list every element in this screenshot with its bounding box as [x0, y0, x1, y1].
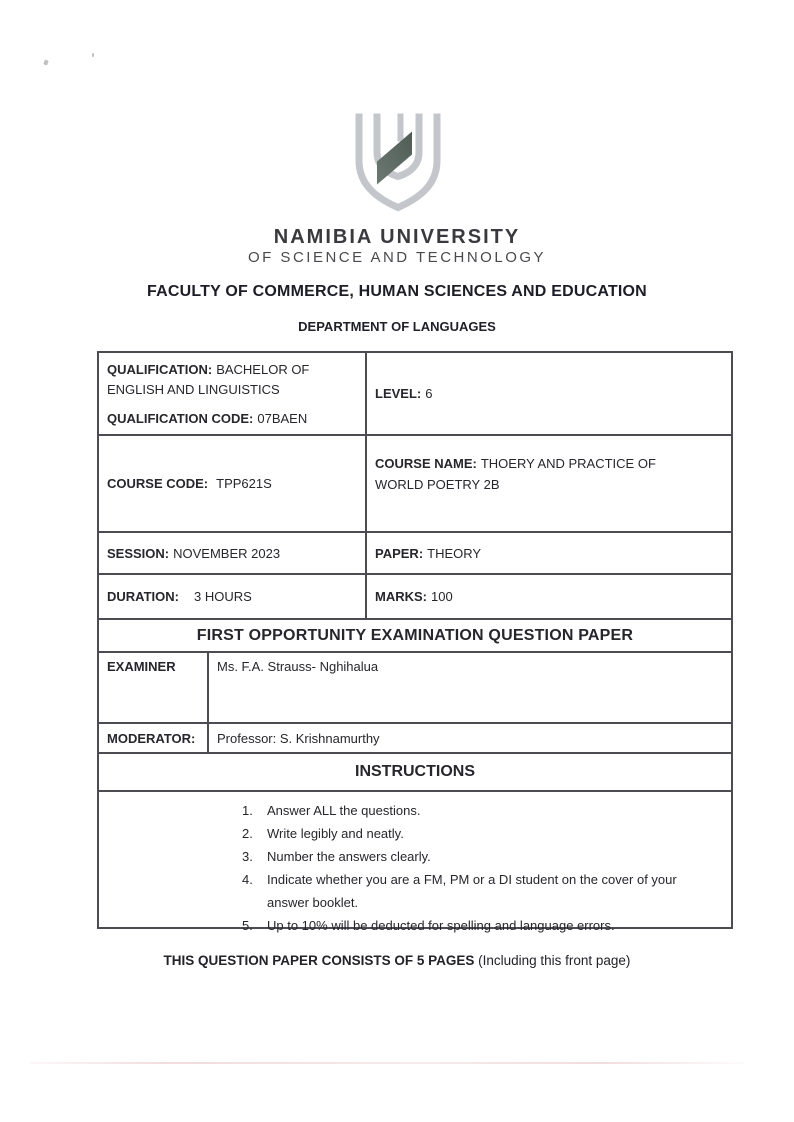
instruction-number: 2. [242, 826, 253, 841]
course-code-cell [99, 436, 367, 531]
page-count-note-bold: THIS QUESTION PAPER CONSISTS OF 5 PAGES [163, 953, 475, 968]
instructions-title: INSTRUCTIONS [355, 763, 475, 780]
row-duration-marks [99, 575, 731, 620]
instruction-text: Up to 10% will be deducted for spelling and language errors. [267, 918, 615, 933]
row-examiner [99, 653, 731, 724]
nust-shield-logo-icon [353, 110, 443, 216]
session-value: NOVEMBER 2023 [173, 545, 281, 561]
instruction-text: Answer ALL the questions. [267, 803, 421, 818]
instruction-number: 4. [242, 872, 253, 887]
level-value: 6 [425, 386, 433, 401]
instruction-item [242, 845, 731, 868]
exam-details-table [97, 351, 733, 933]
course-code-value: TPP621S [216, 476, 272, 491]
scan-artifact-line [30, 1062, 744, 1064]
row-session-paper [99, 533, 731, 575]
qualification-cell [99, 353, 367, 434]
qualification-code-value: 07BAEN [257, 411, 308, 427]
scan-speck [43, 59, 48, 65]
duration-value: 3 HOURS [193, 589, 252, 604]
page-count-note [0, 953, 794, 968]
row-course [99, 436, 731, 533]
instruction-item [242, 799, 731, 822]
qualification-label: QUALIFICATION: [107, 362, 213, 377]
examiner-label: EXAMINER [99, 653, 209, 722]
marks-label: MARKS: [375, 589, 427, 604]
instruction-number: 3. [242, 849, 253, 864]
page-count-note-normal: (Including this front page) [474, 953, 631, 968]
instruction-text: Number the answers clearly. [267, 849, 431, 864]
qualification-value: BACHELOR OF ENGLISH AND LINGUISTICS [107, 362, 310, 398]
level-label: LEVEL: [375, 386, 422, 401]
faculty-heading: FACULTY OF COMMERCE, HUMAN SCIENCES AND EDUCATION [147, 283, 647, 300]
examiner-value: Ms. F.A. Strauss- Nghihalua [217, 659, 379, 674]
moderator-value: Professor: S. Krishnamurthy [217, 730, 380, 746]
scan-speck [92, 53, 94, 57]
course-code-label: COURSE CODE: [107, 476, 209, 491]
paper-label: PAPER: [375, 545, 424, 561]
row-banner [99, 620, 731, 653]
university-subtitle: OF SCIENCE AND TECHNOLOGY [247, 249, 547, 266]
university-name: NAMIBIA UNIVERSITY [273, 226, 521, 248]
course-name-cell [367, 436, 731, 531]
row-instructions-list [99, 792, 731, 933]
level-cell [367, 353, 731, 434]
department-heading: DEPARTMENT OF LANGUAGES [298, 319, 496, 334]
duration-label: DURATION: [107, 589, 179, 604]
duration-cell [99, 575, 367, 618]
instruction-number: 1. [242, 803, 253, 818]
instruction-number: 5. [242, 918, 253, 933]
moderator-label: MODERATOR: [99, 724, 209, 752]
session-label: SESSION: [107, 545, 170, 561]
paper-cell [367, 533, 731, 573]
qualification-code-label: QUALIFICATION CODE: [107, 411, 254, 427]
row-moderator [99, 724, 731, 754]
instruction-item [242, 868, 731, 914]
row-qualification-level [99, 353, 731, 436]
row-instructions-title [99, 754, 731, 792]
course-name-label: COURSE NAME: [375, 456, 477, 471]
marks-value: 100 [431, 589, 453, 604]
instruction-item [242, 822, 731, 845]
instruction-item [242, 914, 731, 937]
instruction-text: Write legibly and neatly. [267, 826, 404, 841]
instruction-text: Indicate whether you are a FM, PM or a DI student on the cover of your answer booklet. [267, 872, 677, 910]
course-name-value: THOERY AND PRACTICE OF WORLD POETRY 2B [375, 456, 656, 492]
session-cell [99, 533, 367, 573]
marks-cell [367, 575, 731, 618]
exam-paper-banner: FIRST OPPORTUNITY EXAMINATION QUESTION PAPER [196, 626, 634, 644]
paper-value: THEORY [427, 545, 482, 561]
